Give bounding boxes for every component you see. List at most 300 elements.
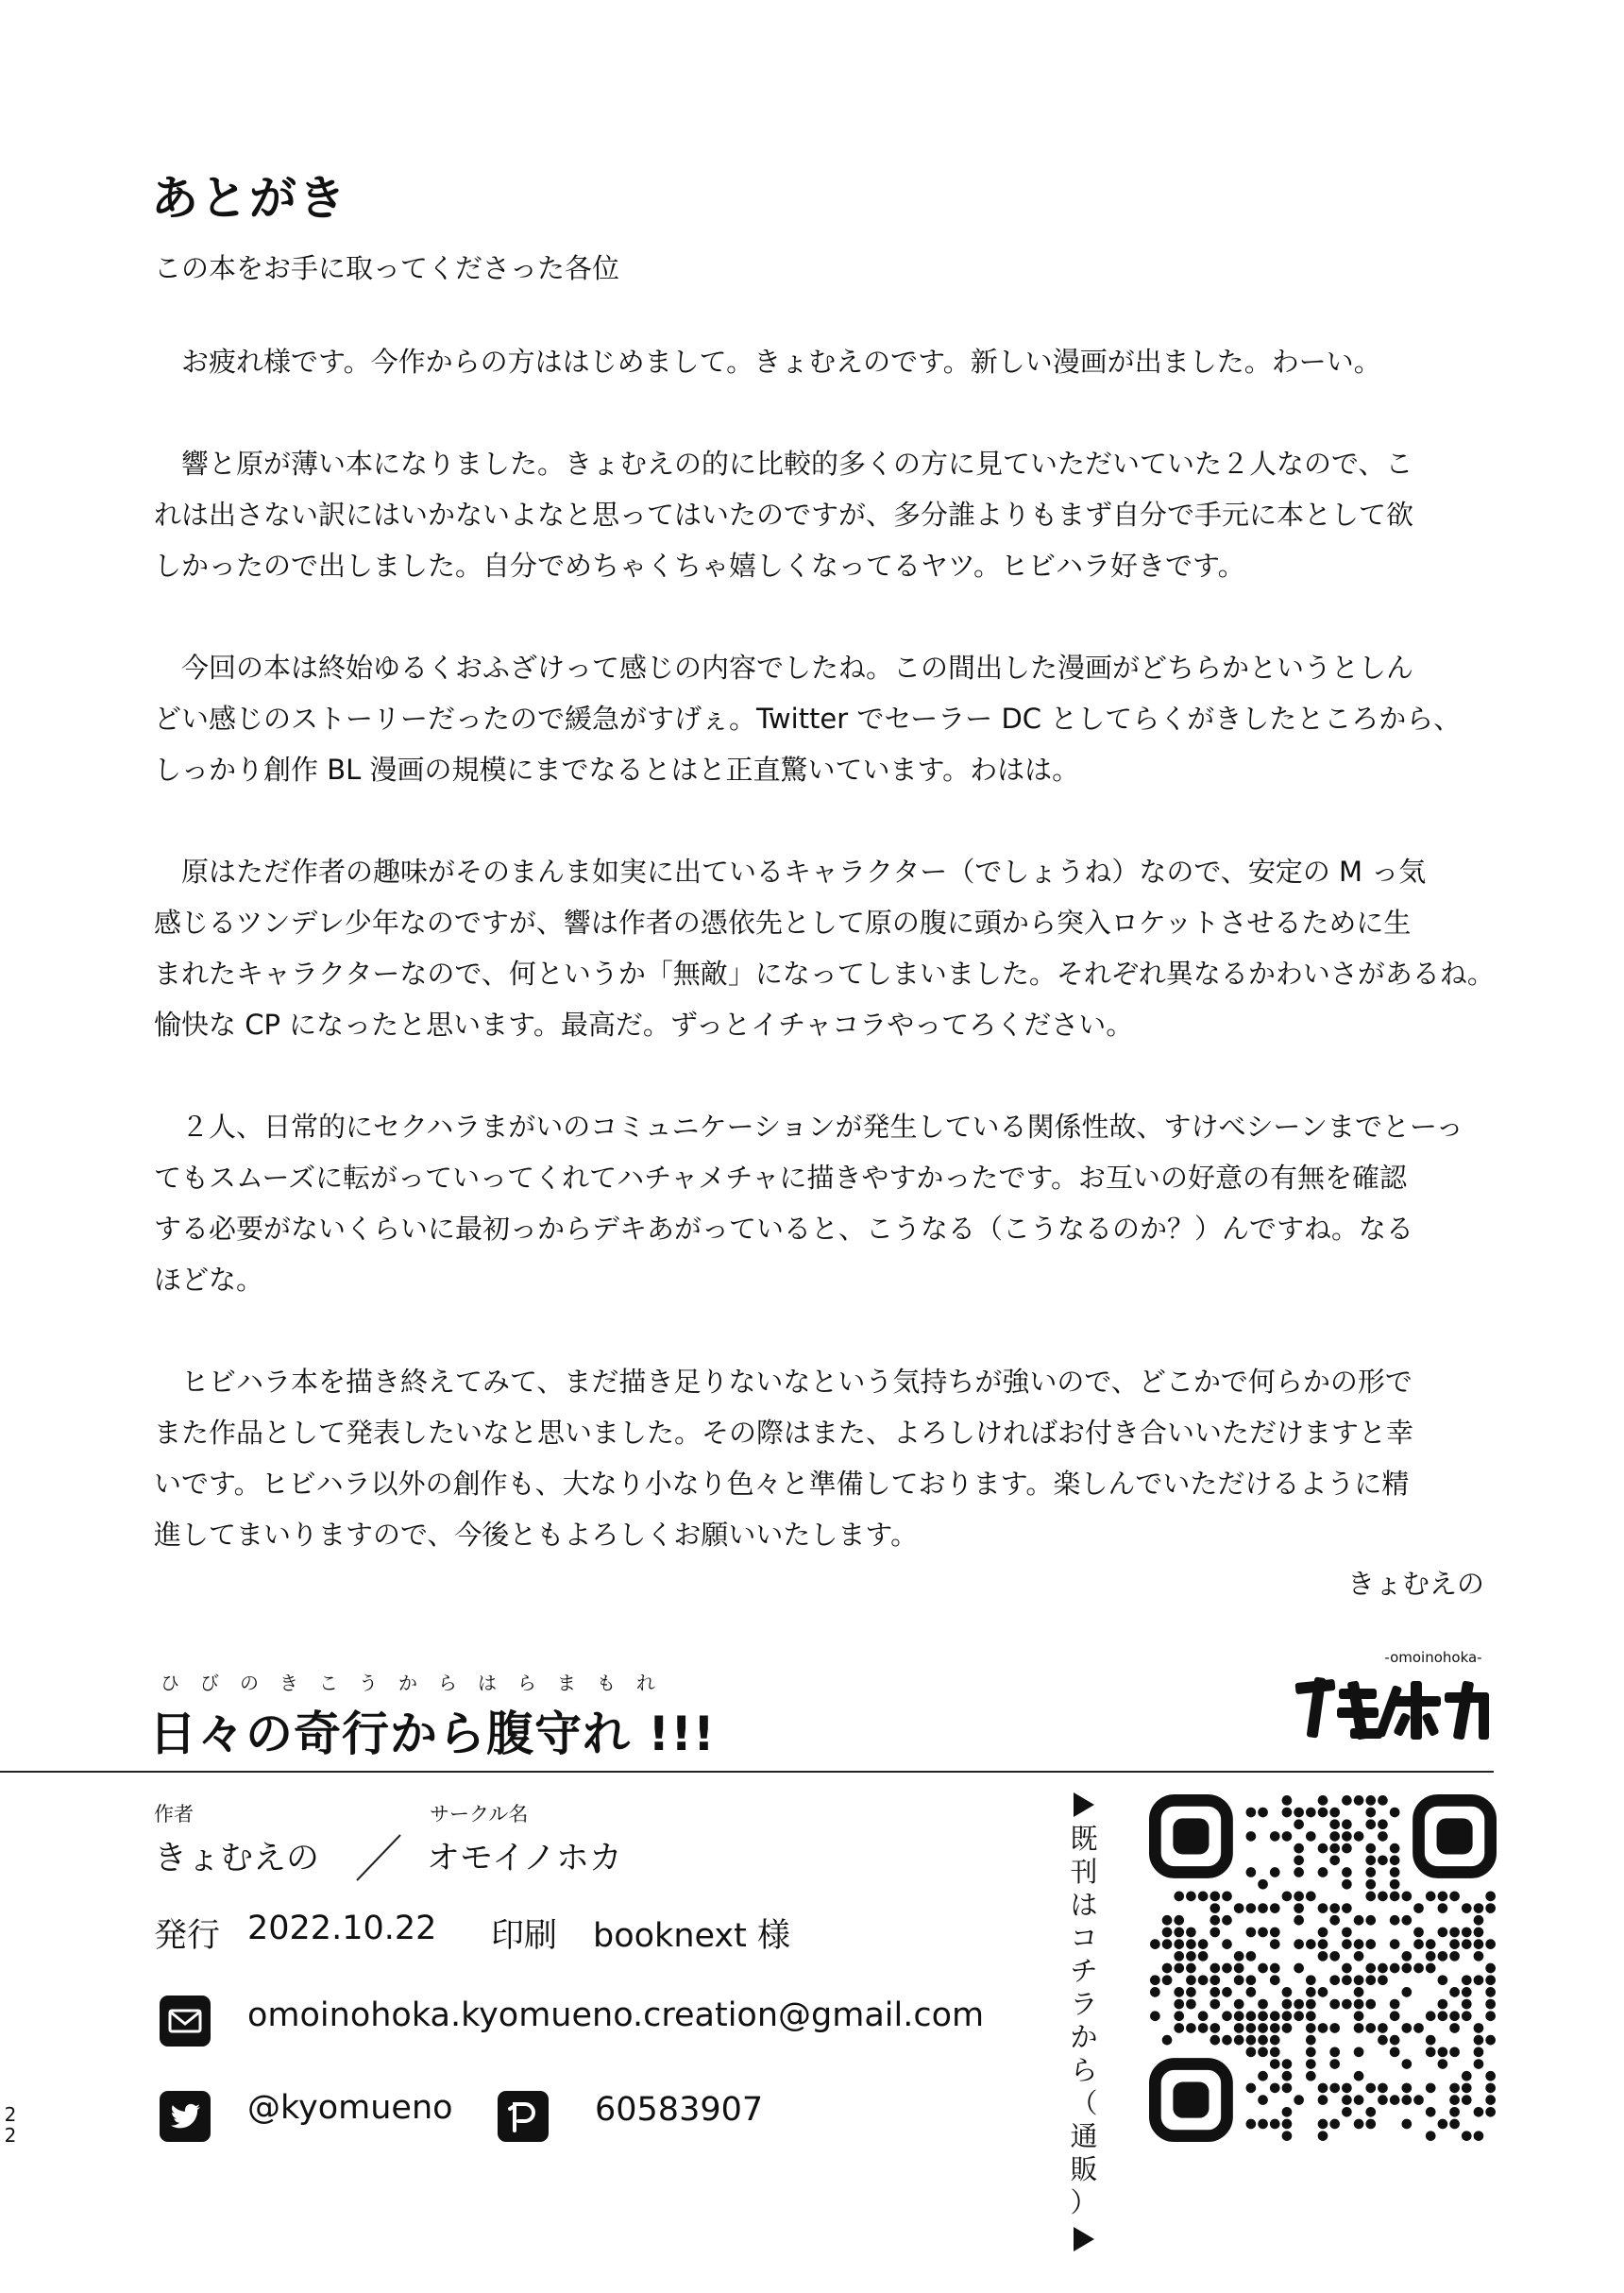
qr-module — [1390, 2011, 1400, 2021]
printer-label: 印刷 — [491, 1917, 558, 1955]
qr-module — [1365, 2107, 1376, 2117]
qr-module — [1318, 1928, 1328, 1938]
qr-module — [1186, 2023, 1196, 2033]
qr-module — [1294, 1855, 1304, 1865]
afterword-paragraph-3 — [154, 642, 1495, 795]
qr-module — [1294, 1903, 1304, 1913]
qr-module — [1282, 1892, 1293, 1902]
qr-module — [1210, 1915, 1220, 1926]
qr-module — [1342, 1879, 1352, 1890]
qr-module — [1282, 2107, 1293, 2117]
qr-module — [1485, 2083, 1496, 2094]
qr-module — [1306, 2023, 1316, 2033]
qr-module — [1258, 1963, 1268, 1974]
qr-module — [1438, 1892, 1448, 1902]
qr-finder-pattern — [1419, 1800, 1491, 1872]
qr-module — [1234, 2023, 1244, 2033]
qr-module — [1413, 1939, 1424, 1949]
qr-module — [1426, 2011, 1436, 2021]
qr-module — [1474, 1951, 1484, 1962]
qr-module — [1485, 1963, 1496, 1974]
qr-module — [1186, 1892, 1196, 1902]
qr-module — [1174, 1999, 1184, 2010]
qr-module — [1174, 2011, 1184, 2021]
qr-module — [1258, 1808, 1268, 1818]
qr-module — [1234, 1963, 1244, 1974]
text-line: お疲れ様です。今作からの方ははじめまして。きょむえのです。新しい漫画が出ました。わーい。 — [181, 346, 1381, 378]
qr-module — [1342, 2083, 1352, 2094]
qr-module — [1449, 2107, 1460, 2117]
mail-icon — [160, 1996, 211, 2047]
qr-module — [1378, 1855, 1388, 1865]
qr-module — [1318, 1795, 1328, 1806]
email-address[interactable]: omoinohoka.kyomueno.creation@gmail.com — [247, 1996, 985, 2034]
qr-module — [1365, 1963, 1376, 1974]
qr-module — [1329, 1999, 1340, 2010]
qr-module — [1174, 1939, 1184, 1949]
text-line: ２人、日常的にセクハラまがいのコミュニケーションが発生している関係性故、すけべシーンまでとーっ — [181, 1111, 1463, 1143]
qr-module — [1306, 2059, 1316, 2069]
qr-module — [1306, 1999, 1316, 2010]
qr-module — [1449, 1928, 1460, 1938]
qr-module — [1365, 1855, 1376, 1865]
qr-module — [1438, 2119, 1448, 2130]
qr-module — [1222, 1939, 1232, 1949]
qr-module — [1294, 1892, 1304, 1902]
qr-module — [1449, 2047, 1460, 2057]
qr-module — [1365, 2119, 1376, 2130]
qr-module — [1282, 1795, 1293, 1806]
qr-finder-pattern — [1155, 1800, 1226, 1872]
qr-module — [1390, 1939, 1400, 1949]
qr-module — [1294, 1867, 1304, 1877]
qr-module — [1258, 2095, 1268, 2105]
qr-module — [1365, 2083, 1376, 2094]
qr-module — [1342, 1999, 1352, 2010]
qr-module — [1342, 1975, 1352, 1985]
qr-module — [1449, 1951, 1460, 1962]
qr-module — [1390, 1855, 1400, 1865]
qr-module — [1329, 2059, 1340, 2069]
qr-module — [1342, 1939, 1352, 1949]
qr-module — [1306, 1892, 1316, 1902]
qr-module — [1210, 2023, 1220, 2033]
qr-module — [1222, 1915, 1232, 1926]
qr-module — [1258, 2071, 1268, 2081]
afterword-body — [154, 336, 1495, 1611]
qr-module — [1390, 2047, 1400, 2057]
qr-module — [1413, 1963, 1424, 1974]
qr-module — [1390, 1867, 1400, 1877]
qr-module — [1462, 2131, 1472, 2141]
qr-module — [1282, 2071, 1293, 2081]
qr-module — [1342, 1928, 1352, 1938]
qr-module — [1438, 2059, 1448, 2069]
qr-module — [1258, 2011, 1268, 2021]
circle-name: オモイノホカ — [427, 1840, 622, 1877]
qr-module — [1390, 1843, 1400, 1854]
qr-module — [1270, 1975, 1280, 1985]
qr-module — [1438, 2011, 1448, 2021]
qr-module — [1342, 1963, 1352, 1974]
qr-module — [1426, 2107, 1436, 2117]
qr-module — [1270, 1867, 1280, 1877]
qr-module — [1318, 1987, 1328, 1997]
pixiv-id[interactable]: 60583907 — [595, 2091, 764, 2129]
qr-module — [1474, 1939, 1484, 1949]
triangle-right-icon — [1074, 1792, 1094, 1817]
qr-module — [1354, 1999, 1364, 2010]
qr-module — [1485, 1892, 1496, 1902]
qr-module — [1294, 1999, 1304, 2010]
qr-module — [1449, 2083, 1460, 2094]
circle-logo — [1292, 1643, 1495, 1749]
qr-module — [1354, 1951, 1364, 1962]
qr-module — [1294, 1939, 1304, 1949]
qr-module — [1282, 1999, 1293, 2010]
qr-module — [1282, 1831, 1293, 1842]
qr-module — [1485, 1903, 1496, 1913]
qr-module — [1258, 2023, 1268, 2033]
qr-module — [1426, 2083, 1436, 2094]
qr-module — [1282, 2011, 1293, 2021]
afterword-paragraph-2 — [154, 438, 1495, 591]
qr-module — [1474, 2059, 1484, 2069]
text-line: 今回の本は終始ゆるくおふざけって感じの内容でしたね。この間出した漫画がどちらかというとしん — [181, 652, 1414, 684]
qr-module — [1294, 1808, 1304, 1818]
qr-module — [1198, 2023, 1209, 2033]
qr-module — [1246, 1867, 1257, 1877]
qr-module — [1354, 2119, 1364, 2130]
twitter-bird-icon — [160, 2091, 211, 2142]
colophon-divider — [0, 1771, 1494, 1773]
afterword-paragraph-6 — [154, 1356, 1495, 1560]
qr-module — [1329, 1903, 1340, 1913]
qr-module — [1270, 2011, 1280, 2021]
qr-module — [1174, 2023, 1184, 2033]
qr-module — [1474, 1903, 1484, 1913]
qr-module — [1365, 1892, 1376, 1902]
qr-module — [1270, 2035, 1280, 2046]
qr-module — [1174, 1987, 1184, 1997]
qr-module — [1234, 2035, 1244, 2046]
qr-module — [1210, 1987, 1220, 1997]
qr-module — [1474, 2023, 1484, 2033]
qr-module — [1246, 2023, 1257, 2033]
text-line: 進してまいりますので、今後ともよろしくお願いいたします。 — [154, 1519, 919, 1551]
qr-module — [1318, 2131, 1328, 2141]
qr-module — [1365, 1819, 1376, 1829]
qr-module — [1329, 2047, 1340, 2057]
qr-module — [1378, 2023, 1388, 2033]
text-line: 愉快な CP になったと思います。最高だ。ずっとイチャコラやってろください。 — [154, 1009, 1134, 1041]
qr-module — [1246, 1808, 1257, 1818]
qr-module — [1222, 1963, 1232, 1974]
qr-module — [1329, 2119, 1340, 2130]
qr-module — [1174, 1892, 1184, 1902]
qr-module — [1222, 1892, 1232, 1902]
qr-module — [1234, 1975, 1244, 1985]
qr-module — [1294, 1963, 1304, 1974]
twitter-handle[interactable]: @kyomueno — [247, 2089, 453, 2127]
qr-module — [1485, 1999, 1496, 2010]
qr-module — [1401, 1987, 1412, 1997]
qr-module — [1282, 2131, 1293, 2141]
afterword-paragraph-4 — [154, 846, 1495, 1050]
author-label: 作者 — [154, 1803, 194, 1826]
qr-module — [1438, 1999, 1448, 2010]
qr-module — [1413, 1903, 1424, 1913]
text-line: 原はただ作者の趣味がそのまんま如実に出ているキャラクター（でしょうね）なので、安定の M っ気 — [181, 856, 1427, 888]
qr-module — [1474, 1915, 1484, 1926]
qr-module — [1354, 2011, 1364, 2021]
qr-module — [1246, 2035, 1257, 2046]
qr-module — [1174, 1915, 1184, 1926]
qr-module — [1210, 1928, 1220, 1938]
qr-module — [1306, 2035, 1316, 2046]
qr-module — [1246, 2011, 1257, 2021]
qr-module — [1329, 2083, 1340, 2094]
qr-module — [1401, 2023, 1412, 2033]
qr-module — [1246, 1951, 1257, 1962]
qr-module — [1174, 1928, 1184, 1938]
qr-module — [1449, 2011, 1460, 2021]
qr-module — [1485, 2011, 1496, 2021]
qr-module — [1378, 1892, 1388, 1902]
qr-module — [1186, 1951, 1196, 1962]
qr-module — [1390, 1999, 1400, 2010]
qr-module — [1329, 1808, 1340, 1818]
qr-module — [1474, 2131, 1484, 2141]
qr-module — [1186, 1928, 1196, 1938]
qr-module — [1485, 1939, 1496, 1949]
qr-module — [1258, 2119, 1268, 2130]
qr-module — [1306, 1939, 1316, 1949]
qr-module — [1426, 1963, 1436, 1974]
qr-module — [1329, 1855, 1340, 1865]
qr-module — [1378, 1819, 1388, 1829]
qr-module — [1413, 1928, 1424, 1938]
qr-module — [1365, 1808, 1376, 1818]
text-line: 響と原が薄い本になりました。きょむえの的に比較的多くの方に見ていただいていた２人なので、こ — [181, 448, 1413, 480]
qr-module — [1401, 1892, 1412, 1902]
qr-module — [1282, 2059, 1293, 2069]
qr-module — [1186, 1975, 1196, 1985]
qr-module — [1162, 1963, 1173, 1974]
qr-module — [1270, 2047, 1280, 2057]
qr-module — [1426, 2131, 1436, 2141]
qr-module — [1210, 1892, 1220, 1902]
qr-module — [1162, 1975, 1173, 1985]
qr-module — [1210, 1975, 1220, 1985]
qr-module — [1329, 1831, 1340, 1842]
qr-module — [1438, 2047, 1448, 2057]
qr-module — [1186, 1987, 1196, 1997]
qr-module — [1354, 1975, 1364, 1985]
qr-module — [1270, 1903, 1280, 1913]
qr-module — [1258, 2047, 1268, 2057]
qr-module — [1150, 2011, 1160, 2021]
qr-module — [1174, 1963, 1184, 1974]
qr-module — [1438, 1975, 1448, 1985]
qr-module — [1162, 1939, 1173, 1949]
qr-module — [1270, 2083, 1280, 2094]
qr-module — [1294, 2095, 1304, 2105]
qr-module — [1234, 1999, 1244, 2010]
qr-module — [1282, 2119, 1293, 2130]
qr-module — [1306, 1975, 1316, 1985]
qr-module — [1462, 2095, 1472, 2105]
qr-module — [1234, 1951, 1244, 1962]
qr-module — [1294, 2011, 1304, 2021]
qr-module — [1342, 1819, 1352, 1829]
afterword-salutation: この本をお手に取ってくださった各位 — [154, 252, 620, 284]
qr-module — [1354, 1795, 1364, 1806]
qr-module — [1354, 2095, 1364, 2105]
qr-module — [1222, 1987, 1232, 1997]
qr-module — [1306, 2011, 1316, 2021]
circle-label: サークル名 — [430, 1803, 529, 1826]
qr-module — [1378, 2035, 1388, 2046]
qr-module — [1365, 1975, 1376, 1985]
qr-module — [1186, 1963, 1196, 1974]
qr-module — [1401, 1915, 1412, 1926]
qr-module — [1390, 2035, 1400, 2046]
qr-module — [1401, 2059, 1412, 2069]
qr-module — [1474, 2035, 1484, 2046]
qr-module — [1306, 1987, 1316, 1997]
qr-module — [1354, 2047, 1364, 2057]
qr-module — [1318, 1808, 1328, 1818]
qr-module — [1294, 1843, 1304, 1854]
qr-caption-text: 既 刊 は コ チ ラ か ら （ 通 販 ） — [1070, 1823, 1098, 2218]
qr-module — [1318, 1903, 1328, 1913]
qr-module — [1474, 2047, 1484, 2057]
svg-text:-omoinohoka-: -omoinohoka- — [1384, 1649, 1482, 1666]
qr-module — [1485, 2071, 1496, 2081]
qr-module — [1365, 1999, 1376, 2010]
qr-module — [1401, 1963, 1412, 1974]
qr-module — [1365, 1867, 1376, 1877]
qr-module — [1186, 1939, 1196, 1949]
afterword-paragraph-5 — [154, 1101, 1495, 1305]
qr-module — [1462, 2011, 1472, 2021]
book-title: 日々の奇行から腹守れ !!! — [149, 1707, 716, 1761]
qr-module — [1438, 1903, 1448, 1913]
published-label: 発行 — [154, 1917, 221, 1955]
qr-module — [1426, 1951, 1436, 1962]
qr-module — [1485, 1987, 1496, 1997]
pixiv-p-icon — [498, 2091, 549, 2142]
qr-module — [1378, 2095, 1388, 2105]
text-line: どい感じのストーリーだったので緩急がすげぇ。Twitter でセーラー DC としてらくがきしたところから、 — [154, 703, 1462, 735]
qr-module — [1318, 2119, 1328, 2130]
qr-module — [1342, 2107, 1352, 2117]
separator-slash — [351, 1832, 406, 1883]
qr-module — [1485, 2095, 1496, 2105]
qr-module — [1462, 1939, 1472, 1949]
qr-module — [1378, 1831, 1388, 1842]
afterword-signature: きょむえの — [1346, 1568, 1484, 1600]
qr-module — [1438, 1951, 1448, 1962]
text-line: ほどな。 — [154, 1264, 264, 1296]
qr-module — [1365, 1939, 1376, 1949]
qr-code[interactable] — [1149, 1794, 1497, 2142]
qr-module — [1365, 1795, 1376, 1806]
qr-module — [1282, 2023, 1293, 2033]
qr-module — [1306, 1831, 1316, 1842]
qr-module — [1186, 1999, 1196, 2010]
qr-module — [1329, 1951, 1340, 1962]
qr-module — [1462, 2071, 1472, 2081]
author-name: きょむえの — [154, 1840, 320, 1877]
qr-module — [1198, 1939, 1209, 1949]
qr-module — [1198, 1951, 1209, 1962]
qr-module — [1426, 2047, 1436, 2057]
qr-module — [1258, 2035, 1268, 2046]
qr-module — [1222, 2035, 1232, 2046]
qr-module — [1462, 1975, 1472, 1985]
qr-module — [1485, 1975, 1496, 1985]
qr-module — [1378, 1795, 1388, 1806]
printer-name: booknext 様 — [593, 1917, 790, 1955]
qr-module — [1198, 2011, 1209, 2021]
qr-module — [1365, 1879, 1376, 1890]
qr-module — [1462, 1987, 1472, 1997]
qr-module — [1270, 1928, 1280, 1938]
qr-module — [1270, 2023, 1280, 2033]
qr-module — [1234, 2011, 1244, 2021]
qr-module — [1210, 1903, 1220, 1913]
qr-module — [1449, 1892, 1460, 1902]
qr-module — [1306, 2071, 1316, 2081]
qr-module — [1390, 1808, 1400, 1818]
qr-module — [1282, 1987, 1293, 1997]
qr-module — [1258, 1928, 1268, 1938]
qr-module — [1449, 2023, 1460, 2033]
qr-module — [1318, 1843, 1328, 1854]
qr-module — [1390, 1915, 1400, 1926]
qr-module — [1318, 1867, 1328, 1877]
qr-module — [1282, 1808, 1293, 1818]
qr-module — [1162, 1928, 1173, 1938]
qr-module — [1246, 2047, 1257, 2057]
text-line: れは出さない訳にはいかないよなと思ってはいたのですが、多分誰よりもまず自分で手元に本として欲 — [154, 499, 1414, 531]
qr-module — [1342, 1831, 1352, 1842]
qr-module — [1318, 1951, 1328, 1962]
qr-module — [1413, 2095, 1424, 2105]
qr-module — [1162, 1915, 1173, 1926]
qr-module — [1401, 1951, 1412, 1962]
qr-module — [1162, 2035, 1173, 2046]
qr-module — [1329, 1819, 1340, 1829]
qr-module — [1198, 1892, 1209, 1902]
qr-module — [1210, 2035, 1220, 2046]
qr-module — [1449, 2119, 1460, 2130]
qr-module — [1390, 2095, 1400, 2105]
qr-module — [1270, 2059, 1280, 2069]
afterword-heading: あとがき — [151, 171, 347, 226]
qr-module — [1438, 1928, 1448, 1938]
qr-module — [1474, 1975, 1484, 1985]
qr-module — [1246, 1987, 1257, 1997]
qr-module — [1258, 1903, 1268, 1913]
qr-module — [1342, 1795, 1352, 1806]
qr-module — [1306, 1808, 1316, 1818]
qr-module — [1270, 1963, 1280, 1974]
qr-module — [1246, 1975, 1257, 1985]
qr-module — [1474, 1928, 1484, 1938]
